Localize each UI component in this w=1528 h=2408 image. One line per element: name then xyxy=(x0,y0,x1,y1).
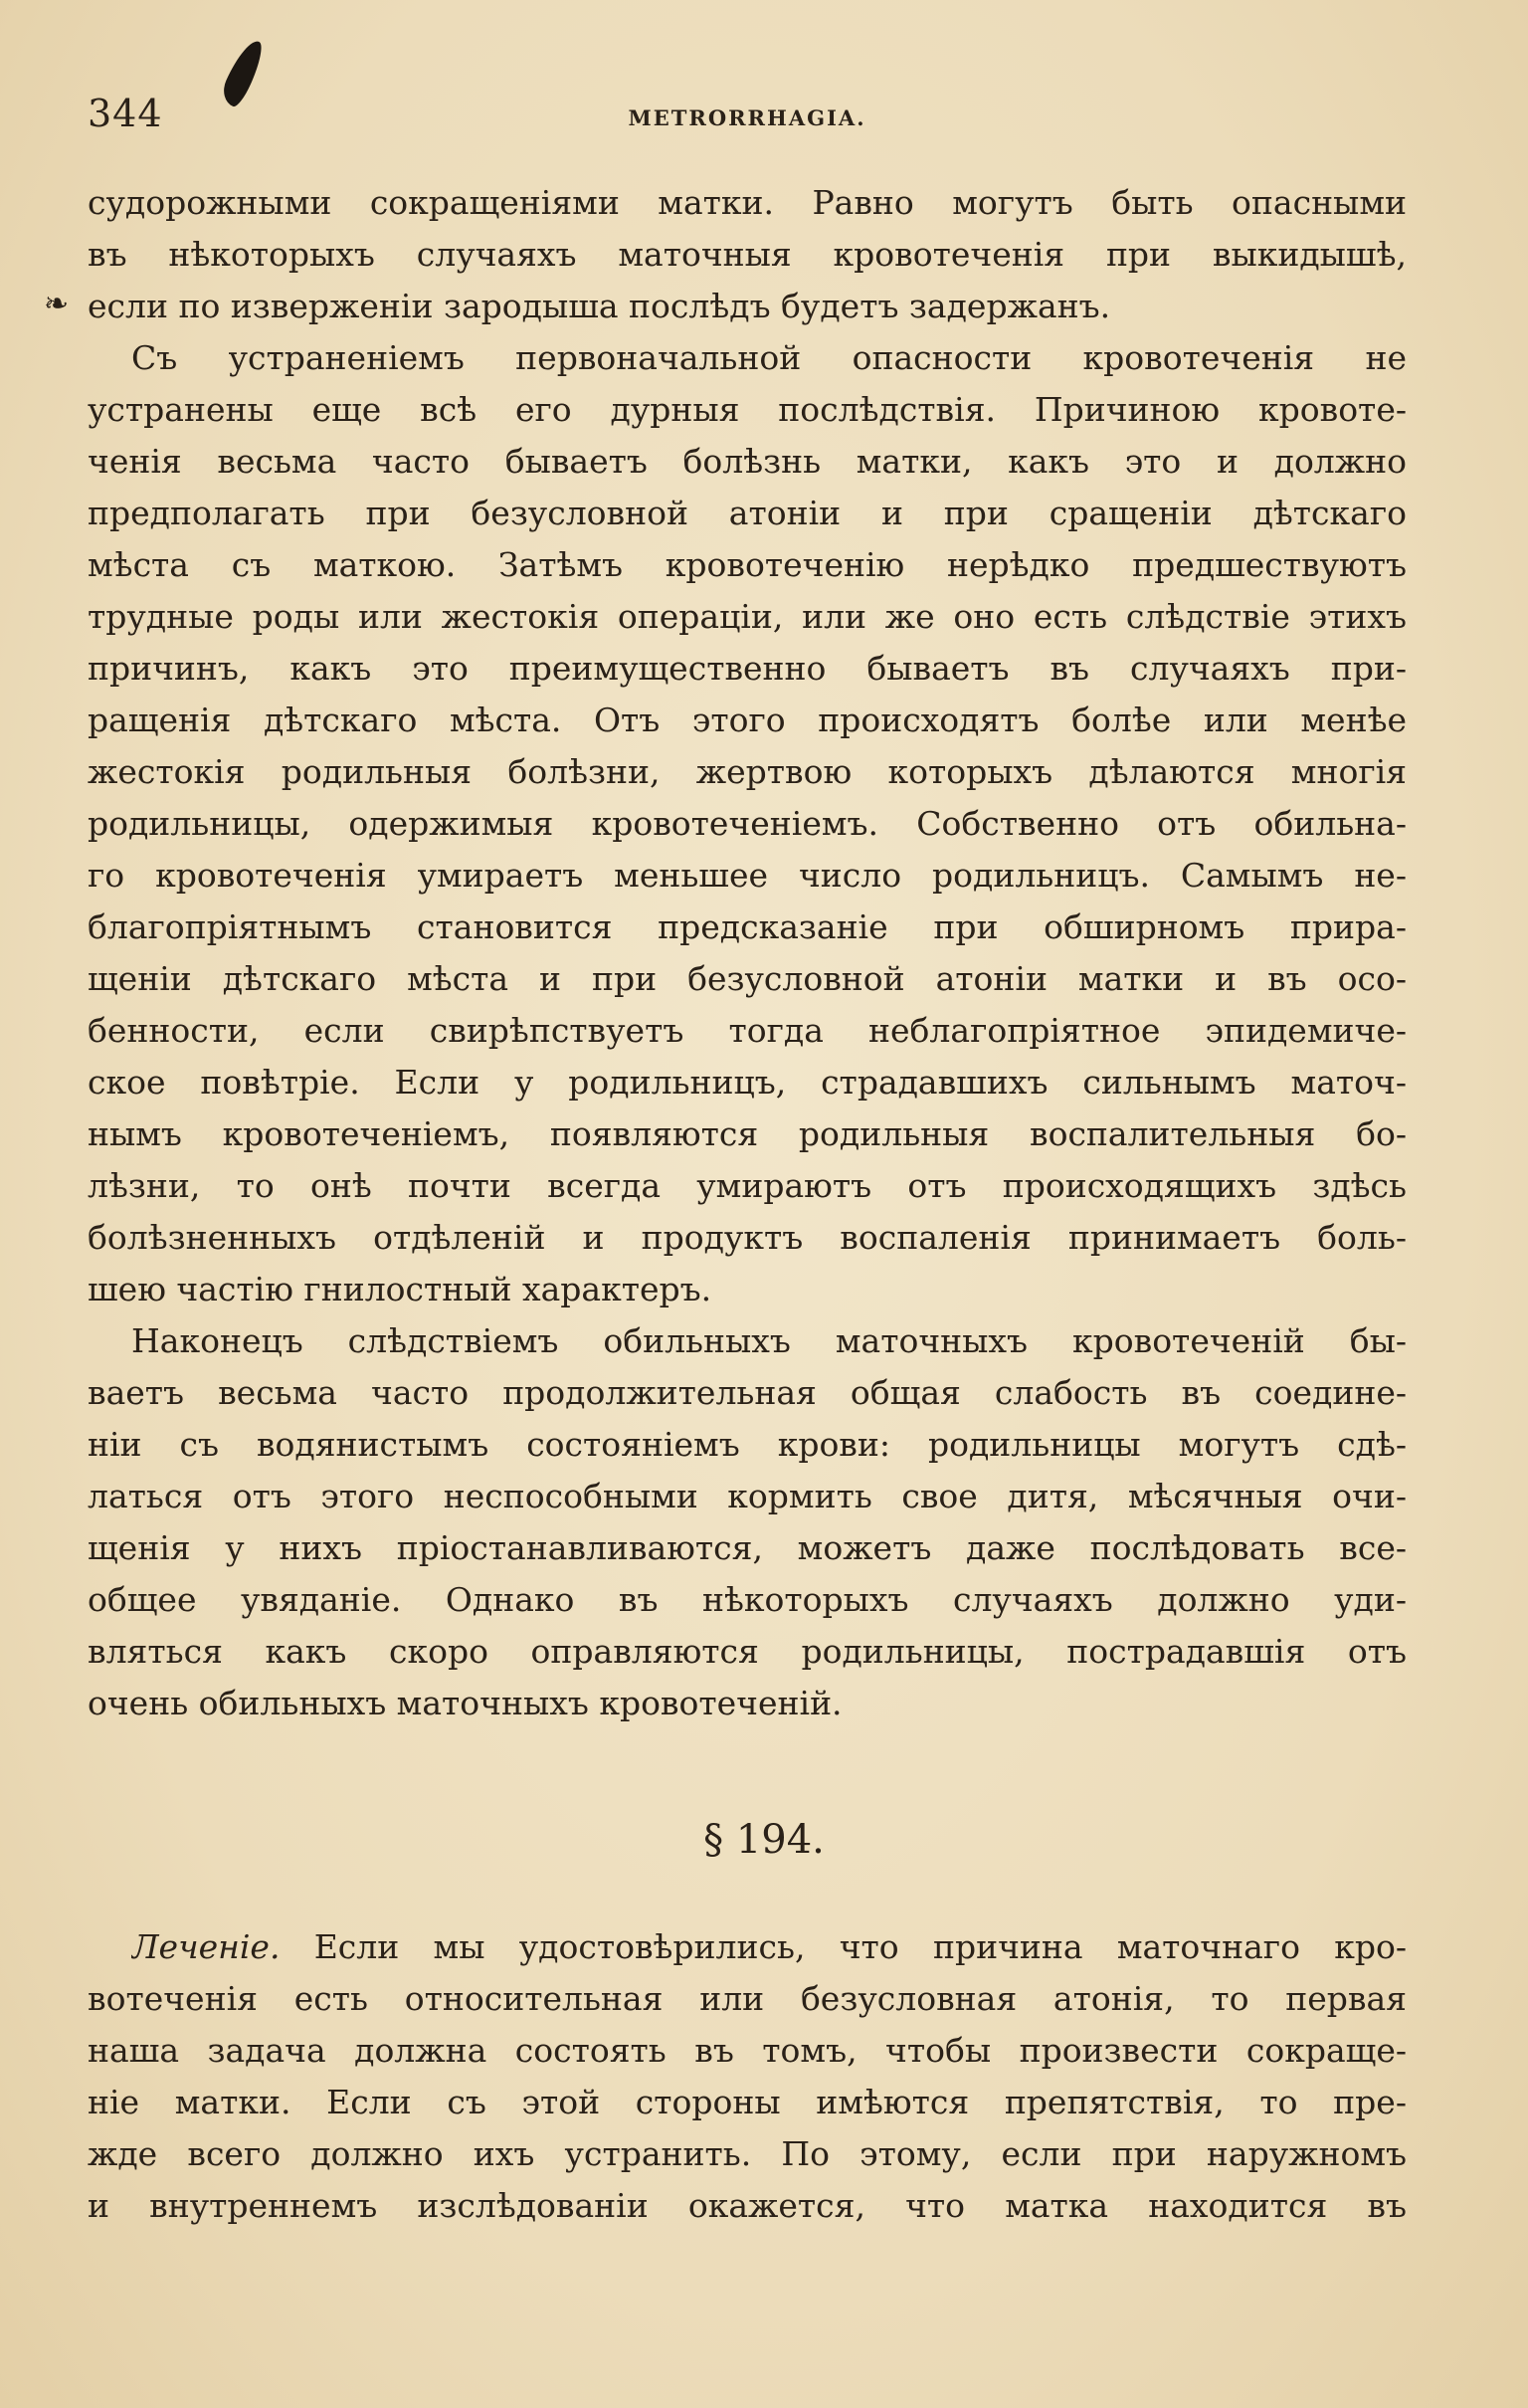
text-line: нымъ кровотеченіемъ, появляются родильныя воспалительныя бо- xyxy=(88,1114,1407,1153)
text-line: бенности, если свирѣпствуетъ тогда неблагопріятное эпидемиче- xyxy=(88,1011,1407,1050)
text-line: предполагать при безусловной атоніи и при сращеніи дѣтскаго xyxy=(88,494,1407,532)
text-line: шею частію гнилостный характеръ. xyxy=(88,1270,712,1308)
text-line: ніе матки. Если съ этой стороны имѣются препятствія, то пре- xyxy=(88,2083,1407,2121)
text-line: если по изверженіи зародыша послѣдъ будетъ задержанъ. xyxy=(88,287,1111,325)
text-line: причинъ, какъ это преимущественно бываетъ въ случаяхъ при- xyxy=(88,649,1407,688)
text-line: го кровотеченія умираетъ меньшее число родильницъ. Самымъ не- xyxy=(88,856,1407,895)
main-text xyxy=(88,177,1407,1729)
text-line: устранены еще всѣ его дурныя послѣдствія. Причиною кровоте- xyxy=(88,390,1407,429)
text-line: ское повѣтріе. Если у родильницъ, страдавшихъ сильнымъ маточ- xyxy=(88,1063,1407,1102)
running-head xyxy=(88,92,1407,151)
text-line: жде всего должно ихъ устранить. По этому, если при наружномъ xyxy=(88,2134,1407,2173)
running-title: METRORRHAGIA. xyxy=(628,105,866,130)
text-line: ніи съ водянистымъ состояніемъ крови: родильницы могутъ сдѣ- xyxy=(88,1425,1407,1464)
first-line-text: Если мы удостовѣрились, что причина маточнаго кро- xyxy=(280,1927,1407,1966)
text-line: лѣзни, то онѣ почти всегда умираютъ отъ происходящихъ здѣсь xyxy=(88,1166,1407,1205)
section-heading: § 194. xyxy=(703,1817,825,1863)
text-line: ченія весьма часто бываетъ болѣзнь матки, какъ это и должно xyxy=(88,442,1407,481)
text-line: очень обильныхъ маточныхъ кровотеченій. xyxy=(88,1684,843,1722)
text-line: ращенія дѣтскаго мѣста. Отъ этого происходятъ болѣе или менѣе xyxy=(88,701,1407,739)
text-line xyxy=(131,1921,1407,1973)
text-line: вляться какъ скоро оправляются родильницы, пострадавшія отъ xyxy=(88,1632,1407,1671)
section-text xyxy=(131,1921,1407,1973)
text-line: и внутреннемъ изслѣдованіи окажется, что матка находится въ xyxy=(88,2186,1407,2225)
text-line: болѣзненныхъ отдѣленій и продуктъ воспаленія принимаетъ боль- xyxy=(88,1218,1407,1257)
text-line: вотеченія есть относительная или безусловная атонія, то первая xyxy=(88,1979,1407,2018)
text-line: въ нѣкоторыхъ случаяхъ маточныя кровотеченія при выкидышѣ, xyxy=(88,235,1407,274)
lead-term: Леченіе. xyxy=(131,1927,281,1966)
text-line: наша задача должна состоять въ томъ, чтобы произвести сокраще- xyxy=(88,2031,1407,2070)
text-line: Наконецъ слѣдствіемъ обильныхъ маточныхъ кровотеченій бы- xyxy=(131,1321,1407,1360)
text-line: латься отъ этого неспособными кормить свое дитя, мѣсячныя очи- xyxy=(88,1477,1407,1515)
text-line: щенія у нихъ пріостанавливаются, можетъ даже послѣдовать все- xyxy=(88,1528,1407,1567)
text-line: благопріятнымъ становится предсказаніе при обширномъ прира- xyxy=(88,907,1407,946)
text-line: трудные роды или жестокія операціи, или же оно есть слѣдствіе этихъ xyxy=(88,597,1407,636)
text-line: родильницы, одержимыя кровотеченіемъ. Собственно отъ обильна- xyxy=(88,804,1407,843)
text-line: судорожными сокращеніями матки. Равно могутъ быть опасными xyxy=(88,183,1407,222)
text-line: ваетъ весьма часто продолжительная общая слабость въ соедине- xyxy=(88,1373,1407,1412)
text-line: щеніи дѣтскаго мѣста и при безусловной атоніи матки и въ осо- xyxy=(88,959,1407,998)
text-line: жестокія родильныя болѣзни, жертвою которыхъ дѣлаются многія xyxy=(88,752,1407,791)
page-number: 344 xyxy=(88,92,163,135)
text-line: Съ устраненіемъ первоначальной опасности кровотеченія не xyxy=(131,338,1407,377)
section-text-continued xyxy=(88,1973,1407,2232)
text-line: мѣста съ маткою. Затѣмъ кровотеченію нерѣдко предшествуютъ xyxy=(88,545,1407,584)
text-line: общее увяданіе. Однако въ нѣкоторыхъ случаяхъ должно уди- xyxy=(88,1580,1407,1619)
margin-mark: ❧ xyxy=(44,287,70,321)
